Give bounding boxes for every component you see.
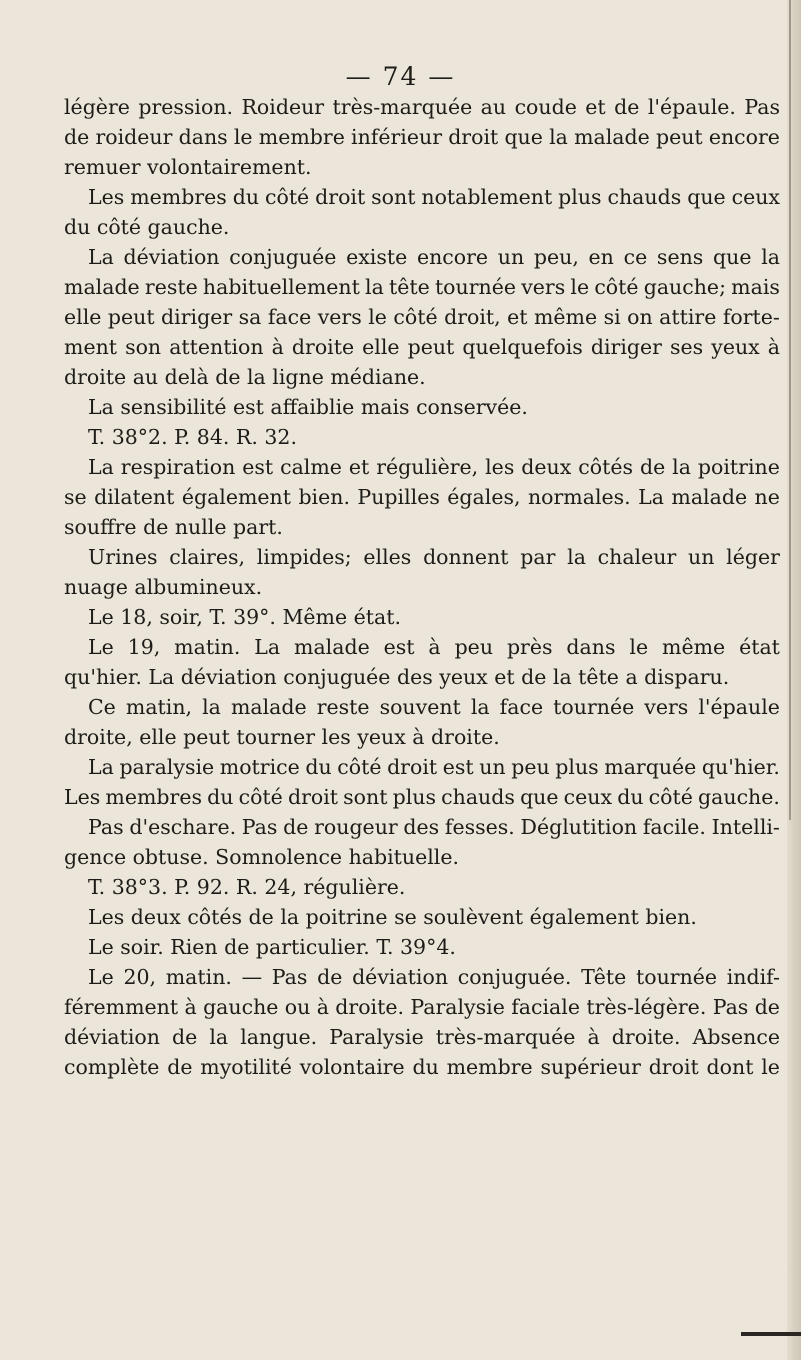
text-line: Le 19, matin. La malade est à peu près dans le même état <box>88 635 780 659</box>
text-line: Urines claires, limpides; elles donnent par la chaleur un léger <box>88 545 780 569</box>
text-line: nuage albumineux. <box>64 575 263 599</box>
text-line: Le 20, matin. — Pas de déviation conjuguée. Tête tournée indif- <box>88 965 780 989</box>
text-line: gence obtuse. Somnolence habituelle. <box>64 845 460 869</box>
text-line: souffre de nulle part. <box>64 515 283 539</box>
text-line: qu'hier. La déviation conjuguée des yeux et de la tête a disparu. <box>64 665 730 689</box>
text-line: complète de myotilité volontaire du membre supérieur droit dont le <box>64 1055 780 1079</box>
text-line: remuer volontairement. <box>64 155 312 179</box>
text-line: La déviation conjuguée existe encore un peu, en ce sens que la <box>88 245 780 269</box>
text-line: malade reste habituellement la tête tournée vers le côté gauche; mais <box>64 275 780 299</box>
text-line: féremment à gauche ou à droite. Paralysie faciale très-légère. Pas de <box>64 995 780 1019</box>
body-text <box>64 92 780 1082</box>
text-line: La sensibilité est affaiblie mais conservée. <box>88 395 528 419</box>
text-line: déviation de la langue. Paralysie très-marquée à droite. Absence <box>64 1025 780 1049</box>
page-number: — 74 — <box>345 62 456 91</box>
text-line: Ce matin, la malade reste souvent la face tournée vers l'épaule <box>88 695 780 719</box>
text-line: Les deux côtés de la poitrine se soulèvent également bien. <box>88 905 697 929</box>
corner-mark <box>741 1332 801 1336</box>
text-line: T. 38°3. P. 92. R. 24, régulière. <box>88 875 406 899</box>
page-edge-line <box>789 0 791 820</box>
text-line: Le soir. Rien de particulier. T. 39°4. <box>88 935 456 959</box>
text-line: Les membres du côté droit sont plus chauds que ceux du côté gauche. <box>64 785 780 809</box>
text-line: Le 18, soir, T. 39°. Même état. <box>88 605 401 629</box>
text-line: Les membres du côté droit sont notablement plus chauds que ceux <box>88 185 780 209</box>
text-line: ment son attention à droite elle peut quelquefois diriger ses yeux à <box>64 335 780 359</box>
text-line: légère pression. Roideur très-marquée au coude et de l'épaule. Pas <box>64 95 780 119</box>
text-line: du côté gauche. <box>64 215 230 239</box>
text-line: de roideur dans le membre inférieur droit que la malade peut encore <box>64 125 780 149</box>
text-line: se dilatent également bien. Pupilles égales, normales. La malade ne <box>64 485 780 509</box>
text-line: elle peut diriger sa face vers le côté droit, et même si on attire forte- <box>64 305 780 329</box>
text-line: droite, elle peut tourner les yeux à droite. <box>64 725 500 749</box>
text-line: Pas d'eschare. Pas de rougeur des fesses. Déglutition facile. Intelli- <box>88 815 780 839</box>
text-line: T. 38°2. P. 84. R. 32. <box>88 425 297 449</box>
text-line: La respiration est calme et régulière, les deux côtés de la poitrine <box>88 455 780 479</box>
text-line: droite au delà de la ligne médiane. <box>64 365 426 389</box>
text-line: La paralysie motrice du côté droit est un peu plus marquée qu'hier. <box>88 755 780 779</box>
